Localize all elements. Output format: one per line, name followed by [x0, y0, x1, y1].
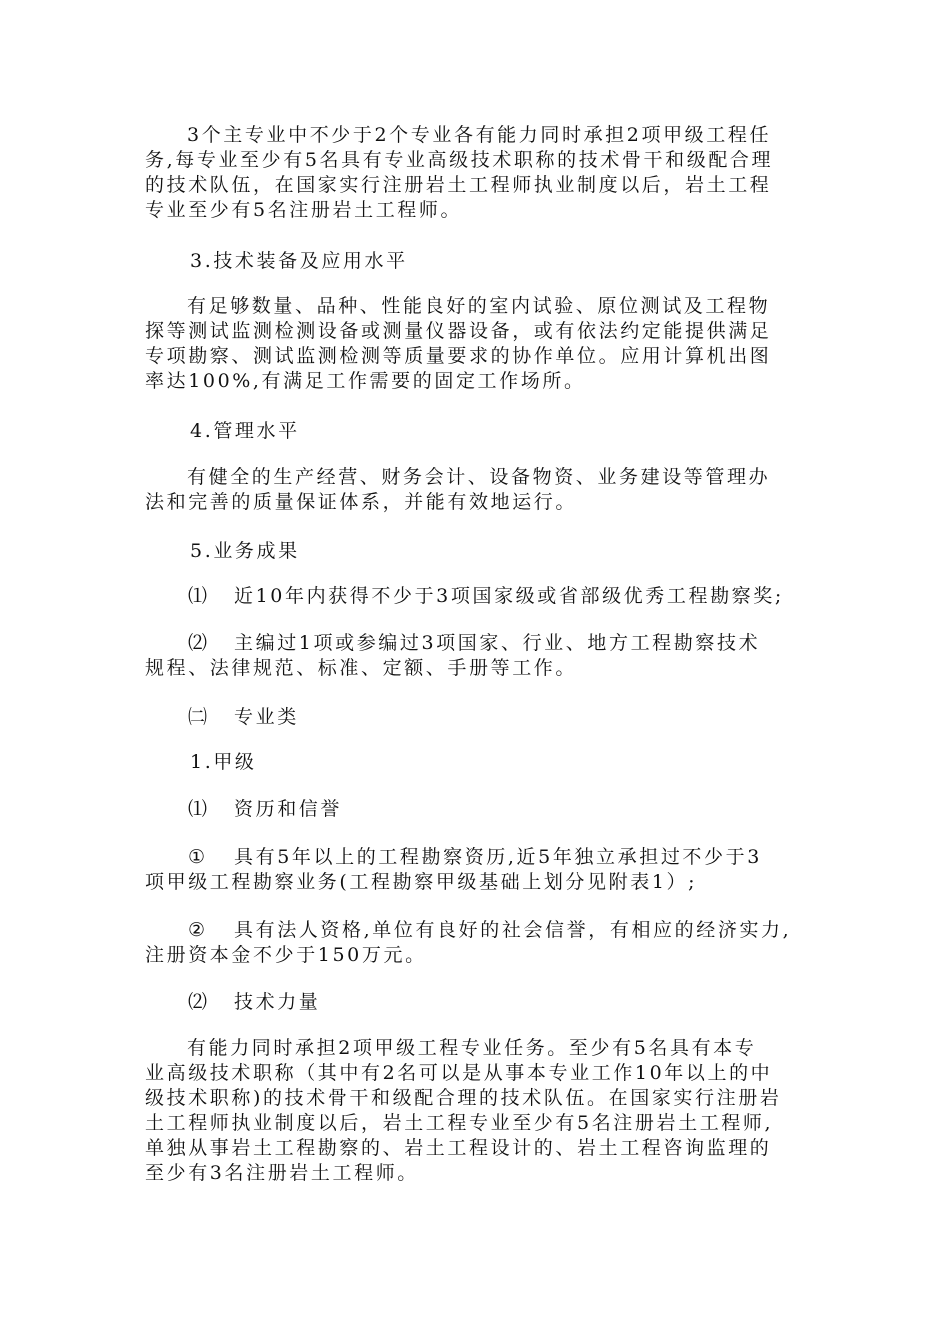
section-marker: ㈡: [188, 706, 210, 728]
item-text: 主编过1项或参编过3项国家、行业、地方工程勘察技术: [234, 632, 761, 654]
item-text: 资历和信誉: [234, 798, 343, 820]
list-item-qualifications: [188, 797, 342, 822]
item-text: 技术力量: [234, 991, 321, 1013]
text-line: 单独从事岩土工程勘察的、岩土工程设计的、岩土工程咨询监理的: [145, 1137, 772, 1159]
text-line: 法和完善的质量保证体系，并能有效地运行。: [145, 491, 578, 513]
item-continuation: 注册资本金不少于150万元。: [145, 944, 427, 966]
item-text: 具有法人资格,单位有良好的社会信誉，有相应的经济实力,: [234, 919, 792, 941]
list-item-standards: [188, 631, 760, 656]
item-marker: ①: [188, 846, 208, 868]
paragraph-management: [145, 465, 810, 515]
text-line: 探等测试监测检测设备或测量仪器设备，或有依法约定能提供满足: [145, 320, 772, 342]
list-item-awards: [188, 584, 784, 609]
text-line: 率达100%,有满足工作需要的固定工作场所。: [145, 370, 586, 392]
heading-business-results: 5.业务成果: [190, 540, 300, 562]
item-text: 具有5年以上的工程勘察资历,近5年独立承担过不少于3: [234, 846, 762, 868]
text-line: 3个主专业中不少于2个专业各有能力同时承担2项甲级工程任: [187, 124, 772, 146]
text-line: 专项勘察、测试监测检测等质量要求的协作单位。应用计算机出图: [145, 345, 772, 367]
paragraph-equipment: [145, 294, 810, 394]
list-item-technical-strength: [188, 990, 320, 1015]
text-line: 专业至少有5名注册岩土工程师。: [145, 199, 463, 221]
list-item-legal-entity: [188, 918, 791, 943]
text-line: 业高级技术职称（其中有2名可以是从事本专业工作10年以上的中: [145, 1062, 773, 1084]
text-line: 有健全的生产经营、财务会计、设备物资、业务建设等管理办: [187, 466, 771, 488]
text-line: 有足够数量、品种、性能良好的室内试验、原位测试及工程物: [187, 295, 771, 317]
item-marker: ②: [188, 919, 208, 941]
text-line: 有能力同时承担2项甲级工程专业任务。至少有5名具有本专: [187, 1037, 757, 1059]
heading-management: 4.管理水平: [190, 420, 300, 442]
item-continuation: 规程、法律规范、标准、定额、手册等工作。: [145, 657, 578, 679]
text-line: 至少有3名注册岩土工程师。: [145, 1162, 419, 1184]
item-marker: ⑵: [188, 991, 210, 1013]
paragraph-technical-strength: [145, 1036, 810, 1186]
item-marker: ⑵: [188, 632, 210, 654]
text-line: 土工程师执业制度以后，岩土工程专业至少有5名注册岩土工程师,: [145, 1112, 774, 1134]
item-text: 近10年内获得不少于3项国家级或省部级优秀工程勘察奖;: [234, 585, 784, 607]
item-marker: ⑴: [188, 798, 210, 820]
section-professional-class: [188, 705, 299, 730]
text-line: 的技术队伍，在国家实行注册岩土工程师执业制度以后，岩土工程: [145, 174, 772, 196]
paragraph-professional-staffing: [145, 123, 810, 223]
heading-technical-equipment: 3.技术装备及应用水平: [190, 250, 408, 272]
item-marker: ⑴: [188, 585, 210, 607]
heading-grade-a: 1.甲级: [190, 751, 257, 773]
text-line: 级技术职称)的技术骨干和级配合理的技术队伍。在国家实行注册岩: [145, 1087, 782, 1109]
item-continuation: 项甲级工程勘察业务(工程勘察甲级基础上划分见附表1）;: [145, 871, 698, 893]
text-line: 务,每专业至少有5名具有专业高级技术职称的技术骨干和级配合理: [145, 149, 774, 171]
section-title: 专业类: [234, 706, 299, 728]
list-item-experience: [188, 845, 762, 870]
